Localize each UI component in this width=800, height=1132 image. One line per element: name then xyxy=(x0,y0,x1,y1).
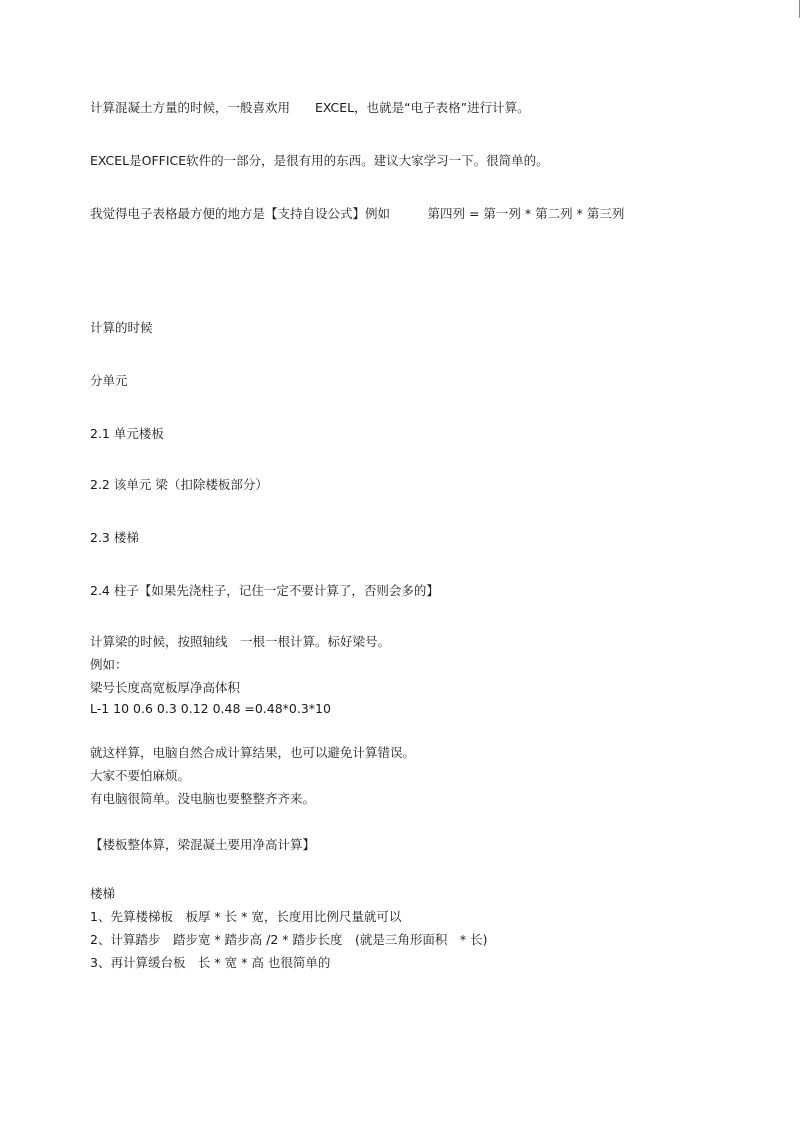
paragraph-computer: 有电脑很简单。没电脑也要整整齐齐来。 xyxy=(90,791,316,806)
heading-stairs: 楼梯 xyxy=(90,886,116,901)
paragraph-auto-result: 就这样算，电脑自然合成计算结果，也可以避免计算错误。 xyxy=(90,745,416,760)
paragraph-no-trouble: 大家不要怕麻烦。 xyxy=(90,768,191,783)
paragraph-beam-calc: 计算梁的时候，按照轴线 一根一根计算。标好梁号。 xyxy=(90,634,391,649)
list-item-2-2: 2.2 该单元 梁（扣除楼板部分） xyxy=(90,477,268,492)
example-header-row: 梁号长度高宽板厚净高体积 xyxy=(90,680,241,695)
example-data-row: L-1 10 0.6 0.3 0.12 0.48 =0.48*0.3*10 xyxy=(90,701,331,716)
list-item-2-3: 2.3 楼梯 xyxy=(90,530,139,545)
paragraph-intro-excel: 计算混凝土方量的时候，一般喜欢用 EXCEL，也就是“电子表格”进行计算。 xyxy=(90,100,530,115)
stairs-step-1: 1、先算楼梯板 板厚 * 长 * 宽，长度用比例尺量就可以 xyxy=(90,909,402,924)
stairs-step-2: 2、计算踏步 踏步宽 * 踏步高 /2 * 踏步长度 (就是三角形面积 * 长) xyxy=(90,932,488,947)
note-slab-beam: 【楼板整体算，梁混凝土要用净高计算】 xyxy=(90,837,316,852)
list-item-2-4: 2.4 柱子【如果先浇柱子，记住一定不要计算了，否则会多的】 xyxy=(90,583,439,598)
heading-calculation-time: 计算的时候 xyxy=(90,320,153,335)
list-item-2-1: 2.1 单元楼板 xyxy=(90,426,164,441)
heading-divide-units: 分单元 xyxy=(90,373,128,388)
stairs-step-3: 3、再计算缓台板 长 * 宽 * 高 也很简单的 xyxy=(90,955,331,970)
paragraph-excel-office: EXCEL是OFFICE软件的一部分，是很有用的东西。建议大家学习一下。很简单的。 xyxy=(90,153,549,168)
paragraph-formula-example: 我觉得电子表格最方便的地方是【支持自设公式】例如 第四列 = 第一列 * 第二列 * 第三列 xyxy=(90,206,625,221)
example-label: 例如： xyxy=(90,657,128,672)
